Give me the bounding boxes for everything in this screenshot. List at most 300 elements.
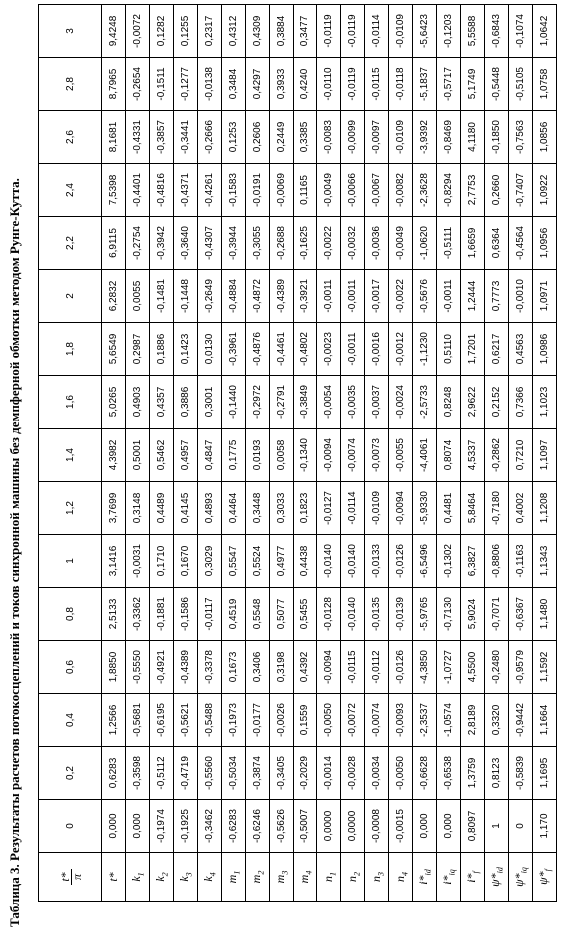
- table-cell: -0,0114: [365, 5, 389, 58]
- table-cell: -0,7180: [485, 482, 509, 535]
- table-cell: -0,1302: [437, 535, 461, 588]
- table-cell: -0,0069: [269, 164, 293, 217]
- row-symbol: i*: [440, 875, 455, 885]
- table-cell: 0,5548: [245, 588, 269, 641]
- table-cell: -0,3055: [245, 217, 269, 270]
- table-cell: 1,8850: [102, 641, 126, 694]
- table-cell: -0,5839: [508, 747, 532, 800]
- column-header: 2,8: [39, 58, 102, 111]
- table-cell: -5,9765: [413, 588, 437, 641]
- row-label: [102, 853, 126, 902]
- table-cell: -0,0135: [365, 588, 389, 641]
- table-cell: -0,0109: [389, 111, 413, 164]
- header-row: [39, 5, 102, 902]
- table-row: [461, 5, 485, 902]
- table-cell: -0,0133: [365, 535, 389, 588]
- row-subscript: 4: [208, 872, 218, 877]
- table-cell: -0,0017: [365, 270, 389, 323]
- table-cell: -0,5621: [173, 694, 197, 747]
- table-row: [389, 5, 413, 902]
- row-subscript: 2: [352, 872, 362, 876]
- table-cell: -0,6538: [437, 747, 461, 800]
- table-cell: 0,3033: [269, 482, 293, 535]
- table-cell: -0,4876: [245, 323, 269, 376]
- table-cell: 0,3484: [221, 58, 245, 111]
- table-row: [293, 5, 317, 902]
- table-cell: 0,6217: [485, 323, 509, 376]
- column-header: 0,4: [39, 694, 102, 747]
- table-cell: 0,1253: [221, 111, 245, 164]
- table-cell: -0,0022: [317, 217, 341, 270]
- table-cell: -4,3850: [413, 641, 437, 694]
- table-cell: -0,3944: [221, 217, 245, 270]
- table-cell: 0,000: [102, 800, 126, 853]
- row-symbol: k: [129, 876, 144, 882]
- table-cell: 5,9024: [461, 588, 485, 641]
- table-cell: 0,1423: [173, 323, 197, 376]
- table-cell: 2,5133: [102, 588, 126, 641]
- table-cell: 0,4563: [508, 323, 532, 376]
- row-label: [269, 853, 293, 902]
- row-subscript: id: [423, 869, 433, 876]
- table-cell: -0,1625: [293, 217, 317, 270]
- table-cell: 0,5077: [269, 588, 293, 641]
- table-cell: -0,5626: [269, 800, 293, 853]
- table-cell: -0,5717: [437, 58, 461, 111]
- table-cell: 1,1664: [532, 694, 556, 747]
- table-cell: 1,0956: [532, 217, 556, 270]
- table-cell: -0,4872: [245, 270, 269, 323]
- table-cell: -0,8806: [485, 535, 509, 588]
- row-label: [437, 853, 461, 902]
- column-header: 2,4: [39, 164, 102, 217]
- table-cell: -0,5105: [508, 58, 532, 111]
- row-label: [508, 853, 532, 902]
- table-cell: 6,9115: [102, 217, 126, 270]
- row-label: [365, 853, 389, 902]
- table-cell: -0,0082: [389, 164, 413, 217]
- table-cell: 2,8189: [461, 694, 485, 747]
- table-cell: -0,2654: [125, 58, 149, 111]
- column-header: 2,2: [39, 217, 102, 270]
- table-cell: 0,0000: [317, 800, 341, 853]
- table-cell: -0,5112: [149, 747, 173, 800]
- row-subscript: 3: [184, 872, 194, 877]
- table-cell: -0,0177: [245, 694, 269, 747]
- table-cell: -2,3628: [413, 164, 437, 217]
- table-cell: -0,6843: [485, 5, 509, 58]
- table-cell: -0,0016: [365, 323, 389, 376]
- results-table-container: [38, 5, 556, 902]
- header-label-cell: [39, 853, 102, 902]
- table-cell: -0,6628: [413, 747, 437, 800]
- table-cell: -0,0128: [317, 588, 341, 641]
- table-cell: -2,3537: [413, 694, 437, 747]
- table-cell: -0,0126: [389, 641, 413, 694]
- table-cell: -0,0023: [317, 323, 341, 376]
- table-row: [149, 5, 173, 902]
- table-cell: 0,4903: [125, 376, 149, 429]
- table-cell: -3,9392: [413, 111, 437, 164]
- row-symbol: m: [248, 874, 263, 884]
- table-cell: 0,1282: [149, 5, 173, 58]
- table-cell: -0,4307: [197, 217, 221, 270]
- table-cell: 1: [485, 800, 509, 853]
- column-header: 0,8: [39, 588, 102, 641]
- table-cell: 1,1480: [532, 588, 556, 641]
- table-cell: 2,9622: [461, 376, 485, 429]
- table-cell: -0,0138: [197, 58, 221, 111]
- table-cell: -0,0109: [365, 482, 389, 535]
- table-cell: 0,8123: [485, 747, 509, 800]
- column-header: 1: [39, 535, 102, 588]
- table-cell: 0,2660: [485, 164, 509, 217]
- table-row: [125, 5, 149, 902]
- row-symbol: t*: [105, 872, 120, 882]
- row-subscript: 2: [160, 872, 170, 877]
- table-cell: 0,8097: [461, 800, 485, 853]
- table-cell: -0,3640: [173, 217, 197, 270]
- table-row: [269, 5, 293, 902]
- table-cell: 0,6364: [485, 217, 509, 270]
- column-header: 1,6: [39, 376, 102, 429]
- table-cell: 0,1673: [221, 641, 245, 694]
- table-cell: 0,4357: [149, 376, 173, 429]
- table-cell: -5,6423: [413, 5, 437, 58]
- table-cell: 3,7699: [102, 482, 126, 535]
- table-cell: -0,1583: [221, 164, 245, 217]
- column-header: 3: [39, 5, 102, 58]
- table-cell: -4,4061: [413, 429, 437, 482]
- table-cell: 0,3320: [485, 694, 509, 747]
- table-row: [485, 5, 509, 902]
- table-cell: -0,0014: [317, 747, 341, 800]
- table-cell: -0,0099: [341, 111, 365, 164]
- table-cell: -0,0097: [365, 111, 389, 164]
- table-cell: -0,1511: [149, 58, 173, 111]
- table-cell: -0,9442: [508, 694, 532, 747]
- table-row: [197, 5, 221, 902]
- table-cell: 6,3827: [461, 535, 485, 588]
- table-cell: 0,6283: [102, 747, 126, 800]
- row-subscript: iq: [519, 867, 529, 874]
- table-cell: 0,4392: [293, 641, 317, 694]
- table-cell: -0,0036: [365, 217, 389, 270]
- table-cell: -0,0031: [125, 535, 149, 588]
- table-cell: -0,0094: [317, 641, 341, 694]
- table-cell: 0,5462: [149, 429, 173, 482]
- table-cell: -0,5007: [293, 800, 317, 853]
- table-cell: -0,0112: [365, 641, 389, 694]
- row-subscript: 2: [256, 870, 266, 875]
- table-cell: -0,0140: [317, 535, 341, 588]
- row-symbol: m: [296, 874, 311, 884]
- table-cell: 0,000: [125, 800, 149, 853]
- table-cell: -0,9579: [508, 641, 532, 694]
- row-label: [125, 853, 149, 902]
- row-label: [532, 853, 556, 902]
- table-cell: -0,7563: [508, 111, 532, 164]
- row-symbol: i*: [464, 873, 479, 883]
- row-subscript: id: [495, 867, 505, 874]
- row-label: [173, 853, 197, 902]
- table-cell: -0,8294: [437, 164, 461, 217]
- table-row: [317, 5, 341, 902]
- table-cell: -0,1481: [149, 270, 173, 323]
- table-cell: 0,000: [437, 800, 461, 853]
- column-header: 0,2: [39, 747, 102, 800]
- row-symbol: k: [177, 876, 192, 882]
- table-cell: -0,1448: [173, 270, 197, 323]
- table-row: [221, 5, 245, 902]
- table-cell: -0,3961: [221, 323, 245, 376]
- row-label: [461, 853, 485, 902]
- row-subscript: 1: [136, 872, 146, 877]
- table-cell: -0,0011: [437, 270, 461, 323]
- table-cell: -0,0139: [389, 588, 413, 641]
- table-cell: -0,2862: [485, 429, 509, 482]
- table-cell: -0,0126: [389, 535, 413, 588]
- row-symbol: n: [344, 876, 359, 882]
- row-label: [221, 853, 245, 902]
- table-cell: -0,1586: [173, 588, 197, 641]
- table-cell: 1,3759: [461, 747, 485, 800]
- table-cell: 0,5455: [293, 588, 317, 641]
- table-cell: -0,0109: [389, 5, 413, 58]
- table-cell: 0,2152: [485, 376, 509, 429]
- table-cell: -0,0054: [317, 376, 341, 429]
- table-cell: 0,4002: [508, 482, 532, 535]
- table-cell: 4,5337: [461, 429, 485, 482]
- table-cell: -0,2480: [485, 641, 509, 694]
- table-cell: -0,6283: [221, 800, 245, 853]
- table-row: [508, 5, 532, 902]
- row-subscript: 1: [328, 872, 338, 876]
- results-table: [38, 4, 557, 902]
- row-symbol: ψ*: [488, 873, 503, 887]
- table-cell: -0,0012: [389, 323, 413, 376]
- table-cell: -6,5496: [413, 535, 437, 588]
- row-subscript: 4: [304, 870, 314, 875]
- table-cell: -0,4261: [197, 164, 221, 217]
- table-cell: 0,0193: [245, 429, 269, 482]
- table-cell: -0,0115: [341, 641, 365, 694]
- table-cell: -0,2972: [245, 376, 269, 429]
- table-cell: 0,3001: [197, 376, 221, 429]
- table-cell: -0,1277: [173, 58, 197, 111]
- table-cell: -0,5560: [197, 747, 221, 800]
- table-cell: -0,4401: [125, 164, 149, 217]
- row-subscript: 3: [375, 872, 385, 876]
- table-cell: -0,0140: [341, 535, 365, 588]
- row-subscript: 4: [399, 872, 409, 876]
- table-cell: 3,1416: [102, 535, 126, 588]
- table-cell: -5,9330: [413, 482, 437, 535]
- table-cell: -0,5034: [221, 747, 245, 800]
- table-cell: 0,7773: [485, 270, 509, 323]
- table-cell: -0,0119: [341, 5, 365, 58]
- table-cell: -0,4921: [149, 641, 173, 694]
- table-cell: -0,3362: [125, 588, 149, 641]
- table-cell: 0,0055: [125, 270, 149, 323]
- table-cell: 0,3886: [173, 376, 197, 429]
- table-cell: 1,2566: [102, 694, 126, 747]
- table-cell: 0,4489: [149, 482, 173, 535]
- table-cell: -0,0118: [389, 58, 413, 111]
- table-cell: 4,3982: [102, 429, 126, 482]
- table-cell: 5,0265: [102, 376, 126, 429]
- table-cell: -0,4461: [269, 323, 293, 376]
- table-cell: -0,1974: [149, 800, 173, 853]
- table-cell: -0,0015: [389, 800, 413, 853]
- row-symbol: m: [272, 874, 287, 884]
- column-header: 1,4: [39, 429, 102, 482]
- row-label: [197, 853, 221, 902]
- table-cell: 1,1592: [532, 641, 556, 694]
- table-cell: -0,2666: [197, 111, 221, 164]
- table-cell: -0,0119: [341, 58, 365, 111]
- table-cell: -0,5676: [413, 270, 437, 323]
- table-cell: -0,0032: [341, 217, 365, 270]
- table-cell: 0,4847: [197, 429, 221, 482]
- table-cell: 0,1775: [221, 429, 245, 482]
- table-cell: -0,6195: [149, 694, 173, 747]
- table-cell: 0,4464: [221, 482, 245, 535]
- column-header: 0,6: [39, 641, 102, 694]
- table-cell: 0,1670: [173, 535, 197, 588]
- table-cell: 0,4893: [197, 482, 221, 535]
- table-cell: 1,1097: [532, 429, 556, 482]
- table-cell: 0,4977: [269, 535, 293, 588]
- table-cell: -0,0050: [317, 694, 341, 747]
- column-header: 1,8: [39, 323, 102, 376]
- table-cell: -0,3441: [173, 111, 197, 164]
- table-cell: -0,2029: [293, 747, 317, 800]
- table-cell: 1,6659: [461, 217, 485, 270]
- column-header: 1,2: [39, 482, 102, 535]
- row-symbol: m: [224, 874, 239, 884]
- table-cell: 0,3448: [245, 482, 269, 535]
- row-symbol: ψ*: [512, 873, 527, 887]
- table-row: [245, 5, 269, 902]
- table-cell: -0,0022: [389, 270, 413, 323]
- table-cell: -0,0067: [365, 164, 389, 217]
- table-cell: 0,4957: [173, 429, 197, 482]
- row-symbol: k: [201, 876, 216, 882]
- table-row: [173, 5, 197, 902]
- table-cell: -0,0011: [317, 270, 341, 323]
- row-label: [245, 853, 269, 902]
- row-label: [317, 853, 341, 902]
- table-cell: -0,3405: [269, 747, 293, 800]
- table-cell: -0,8469: [437, 111, 461, 164]
- table-cell: -0,4816: [149, 164, 173, 217]
- table-cell: -0,0011: [341, 270, 365, 323]
- header-denominator: π: [69, 874, 84, 881]
- table-cell: 0,3933: [269, 58, 293, 111]
- table-cell: 1,0856: [532, 111, 556, 164]
- table-cell: -0,0114: [341, 482, 365, 535]
- table-cell: -0,2688: [269, 217, 293, 270]
- table-cell: 1,1023: [532, 376, 556, 429]
- table-cell: 0,3029: [197, 535, 221, 588]
- table-cell: -0,4719: [173, 747, 197, 800]
- column-header: 0: [39, 800, 102, 853]
- table-cell: 0,1710: [149, 535, 173, 588]
- table-cell: -0,1203: [437, 5, 461, 58]
- table-cell: -0,3598: [125, 747, 149, 800]
- table-cell: -0,7407: [508, 164, 532, 217]
- table-cell: -0,1973: [221, 694, 245, 747]
- table-cell: -0,0072: [125, 5, 149, 58]
- table-cell: -0,0049: [317, 164, 341, 217]
- row-label: [389, 853, 413, 902]
- row-symbol: ψ*: [536, 871, 551, 885]
- table-cell: -0,4389: [173, 641, 197, 694]
- table-cell: 0,2987: [125, 323, 149, 376]
- table-cell: 0,0000: [341, 800, 365, 853]
- table-cell: 0,3884: [269, 5, 293, 58]
- table-cell: 1,1343: [532, 535, 556, 588]
- row-subscript: iq: [447, 869, 457, 876]
- table-cell: -0,0094: [317, 429, 341, 482]
- table-cell: 0,4481: [437, 482, 461, 535]
- table-cell: -0,6246: [245, 800, 269, 853]
- table-cell: -0,0066: [341, 164, 365, 217]
- table-cell: 0,4519: [221, 588, 245, 641]
- table-cell: -0,0083: [317, 111, 341, 164]
- table-cell: -1,0574: [437, 694, 461, 747]
- table-cell: 1,0758: [532, 58, 556, 111]
- table-row: [532, 5, 556, 902]
- table-cell: -0,1440: [221, 376, 245, 429]
- table-cell: -0,1163: [508, 535, 532, 588]
- row-label: [485, 853, 509, 902]
- table-cell: 0,7366: [508, 376, 532, 429]
- table-cell: 0,5547: [221, 535, 245, 588]
- table-cell: -0,5681: [125, 694, 149, 747]
- table-cell: -0,0024: [389, 376, 413, 429]
- table-cell: 0,5110: [437, 323, 461, 376]
- table-cell: 8,7965: [102, 58, 126, 111]
- table-cell: 8,1681: [102, 111, 126, 164]
- table-cell: 6,2832: [102, 270, 126, 323]
- table-cell: 0,8074: [437, 429, 461, 482]
- row-symbol: n: [320, 876, 335, 882]
- table-cell: 1,1208: [532, 482, 556, 535]
- table-cell: -0,4802: [293, 323, 317, 376]
- table-cell: 0,1255: [173, 5, 197, 58]
- table-cell: -0,3849: [293, 376, 317, 429]
- table-cell: 4,1180: [461, 111, 485, 164]
- table-cell: 0,0058: [269, 429, 293, 482]
- table-cell: -0,1074: [508, 5, 532, 58]
- table-cell: 0: [508, 800, 532, 853]
- table-cell: 9,4248: [102, 5, 126, 58]
- table-cell: -0,0115: [365, 58, 389, 111]
- table-cell: -0,3942: [149, 217, 173, 270]
- table-cell: -0,5550: [125, 641, 149, 694]
- table-cell: -0,0035: [341, 376, 365, 429]
- table-cell: 5,5588: [461, 5, 485, 58]
- row-label: [293, 853, 317, 902]
- table-cell: 5,1749: [461, 58, 485, 111]
- row-symbol: k: [153, 876, 168, 882]
- table-cell: -0,7130: [437, 588, 461, 641]
- table-cell: -0,0094: [389, 482, 413, 535]
- table-cell: 0,4240: [293, 58, 317, 111]
- table-cell: 5,6549: [102, 323, 126, 376]
